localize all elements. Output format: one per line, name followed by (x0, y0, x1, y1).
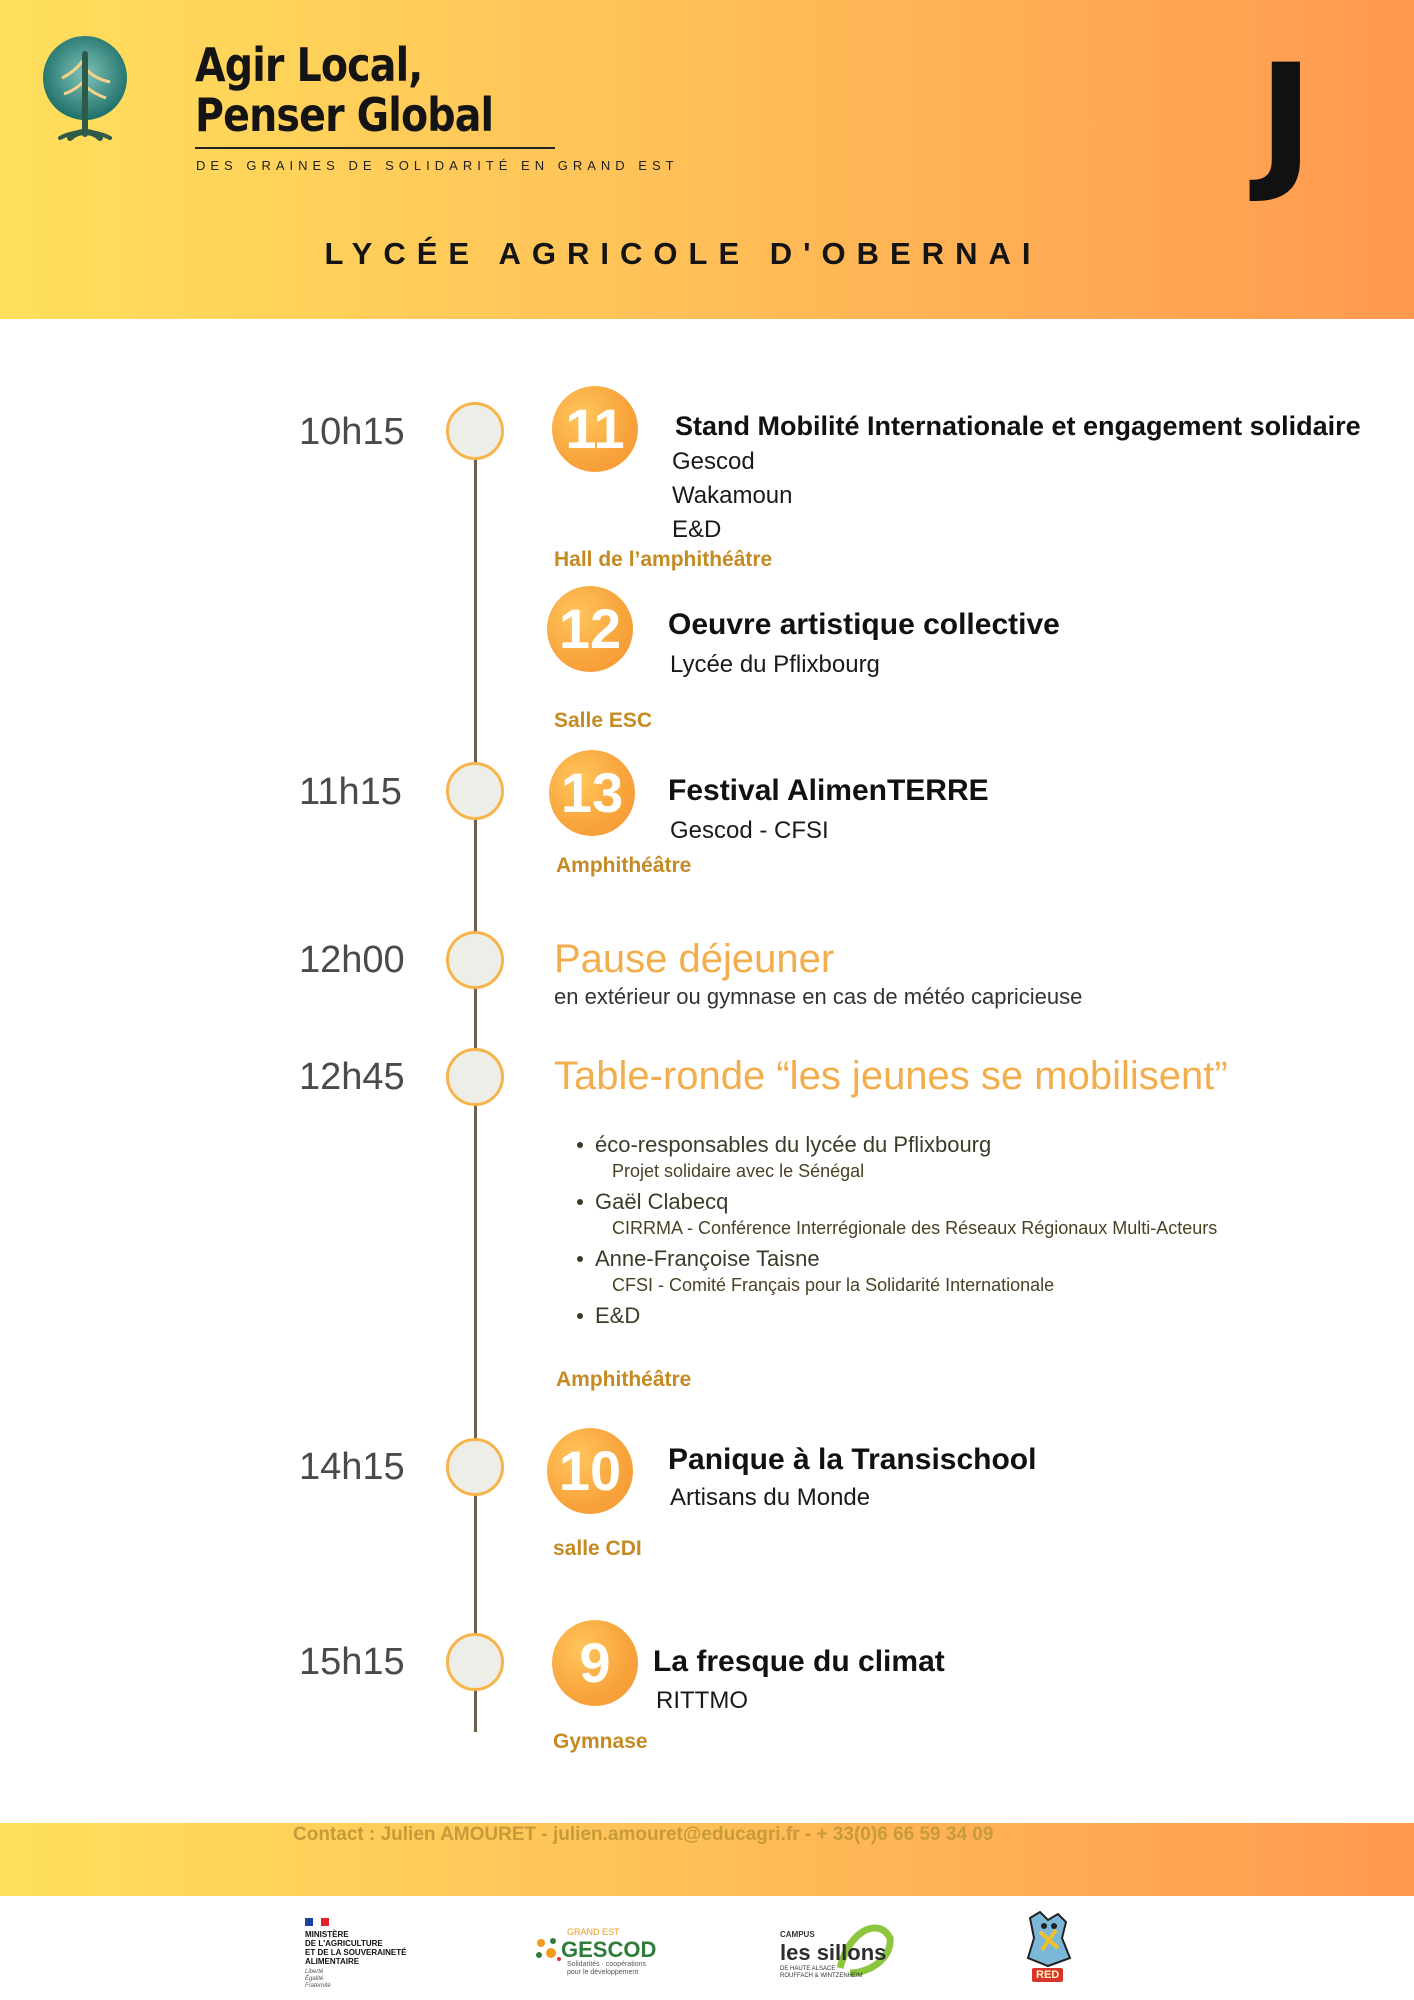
event-place: Gymnase (553, 1730, 648, 1753)
speaker-org: CIRRMA - Conférence Interrégionale des Réseaux Régionaux Multi-Acteurs (612, 1218, 1218, 1238)
ministry-logo (305, 1918, 435, 1988)
event-title: Panique à la Transischool (668, 1443, 1037, 1476)
timeline-dot (446, 1438, 504, 1496)
event-number-badge: 11 (552, 386, 638, 472)
speaker-name: E&D (595, 1302, 1217, 1330)
program-letter: J (1258, 33, 1314, 207)
event-place: Amphithéâtre (556, 1368, 692, 1391)
time-label: 11h15 (299, 771, 402, 813)
event-number-badge: 12 (547, 586, 633, 672)
brand-divider (195, 147, 555, 149)
timeline-dot (446, 402, 504, 460)
gescod-logo (533, 1925, 657, 1976)
speaker-item (565, 1131, 1217, 1183)
ministry-line: ALIMENTAIRE (305, 1957, 360, 1966)
pause-subtitle: en extérieur ou gymnase en cas de météo capricieuse (554, 984, 1083, 1009)
french-flag-icon (305, 1918, 329, 1926)
contact-info: Contact : Julien AMOURET - julien.amouret@educagri.fr - + 33(0)6 66 59 34 09 (293, 1824, 994, 1845)
speaker-name: éco-responsables du lycée du Pflixbourg (595, 1131, 1217, 1159)
event-number-badge: 10 (547, 1428, 633, 1514)
event-title: Festival AlimenTERRE (668, 774, 989, 807)
event-subtitle-line: E&D (672, 516, 722, 543)
timeline-dot (446, 1633, 504, 1691)
event-subtitle: RITTMO (656, 1687, 748, 1714)
event-title: Stand Mobilité Internationale et engagement solidaire (675, 411, 1361, 441)
event-place: Hall de l’amphithéâtre (554, 548, 773, 571)
tree-logo-icon (40, 34, 130, 146)
event-title: Oeuvre artistique collective (668, 608, 1060, 641)
red-figure-icon (1018, 1908, 1078, 1970)
ministry-line: MINISTÈRE (305, 1930, 349, 1939)
brand-tagline: DES GRAINES DE SOLIDARITÉ EN GRAND EST (196, 158, 679, 173)
event-title: La fresque du climat (653, 1645, 945, 1678)
speaker-name: Gaël Clabecq (595, 1188, 1217, 1216)
event-subtitle-line: Wakamoun (672, 482, 793, 509)
gescod-name: GESCOD (561, 1937, 657, 1962)
speaker-org: Projet solidaire avec le Sénégal (612, 1161, 865, 1181)
speaker-list (565, 1131, 1217, 1330)
time-label: 14h15 (299, 1446, 405, 1488)
ministry-motto: Liberté (305, 1969, 324, 1975)
sillons-sub: ROUFFACH & WINTZENHEIM (780, 1973, 863, 1979)
event-place: Salle ESC (554, 709, 653, 732)
gescod-sub: Solidarités · coopérations pour le développement (567, 1961, 646, 1976)
header-banner (0, 0, 1414, 319)
speaker-item (565, 1302, 1217, 1330)
gescod-dots-icon (533, 1935, 563, 1965)
sillons-logo (778, 1918, 898, 1980)
speaker-name: Anne-Françoise Taisne (595, 1245, 1217, 1273)
ministry-line: DE L'AGRICULTURE (305, 1939, 383, 1948)
speaker-item (565, 1188, 1217, 1240)
event-number-badge: 13 (549, 750, 635, 836)
school-name (0, 236, 1414, 272)
roundtable-title: Table-ronde “les jeunes se mobilisent” (554, 1054, 1228, 1098)
speaker-item (565, 1245, 1217, 1297)
brand-title-line1: Agir Local, (195, 38, 423, 92)
ministry-motto: Fraternité (305, 1983, 331, 1989)
time-label: 12h00 (299, 939, 405, 981)
gescod-region: GRAND EST (567, 1927, 620, 1937)
brand-title-line2: Penser Global (195, 88, 494, 142)
timeline-dot (446, 1048, 504, 1106)
time-label: 10h15 (299, 411, 405, 453)
event-subtitle: Gescod - CFSI (670, 817, 829, 844)
event-subtitle: Lycée du Pflixbourg (670, 651, 880, 678)
timeline-dot (446, 762, 504, 820)
sillons-sub: DE HAUTE ALSACE (780, 1966, 836, 1972)
time-label: 12h45 (299, 1056, 405, 1098)
event-subtitle (672, 445, 793, 547)
time-label: 15h15 (299, 1641, 405, 1683)
brand-title (195, 40, 493, 140)
sillons-campus: CAMPUS (780, 1930, 815, 1939)
event-place: Amphithéâtre (556, 854, 692, 877)
school-name-text: LYCÉE AGRICOLE D'OBERNAI (324, 236, 1042, 271)
red-label: RED (1032, 1968, 1063, 1982)
pause-title: Pause déjeuner (554, 937, 835, 981)
ministry-motto: Égalité (305, 1976, 324, 1982)
timeline-dot (446, 931, 504, 989)
red-logo (1018, 1908, 1078, 1988)
event-subtitle-line: Gescod (672, 448, 755, 475)
ministry-line: ET DE LA SOUVERAINETÉ (305, 1948, 407, 1957)
speaker-org: CFSI - Comité Français pour la Solidarité Internationale (612, 1275, 1055, 1295)
event-number-badge: 9 (552, 1620, 638, 1706)
sillons-name: les sillons (780, 1940, 887, 1965)
event-subtitle: Artisans du Monde (670, 1484, 871, 1511)
event-place: salle CDI (553, 1537, 642, 1560)
